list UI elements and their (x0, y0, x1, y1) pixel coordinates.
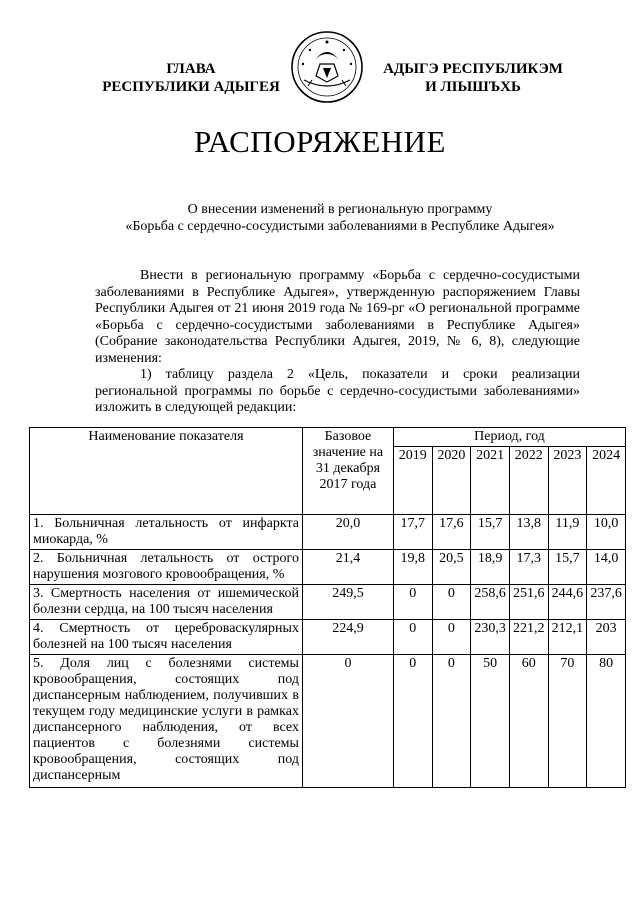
row-value: 237,6 (587, 585, 626, 620)
row-base: 224,9 (302, 620, 393, 655)
row-value: 251,6 (509, 585, 548, 620)
column-header-name: Наименование показателя (30, 428, 303, 515)
year-header: 2024 (587, 447, 626, 515)
row-value: 20,5 (432, 550, 471, 585)
table-row (30, 585, 626, 620)
year-header: 2021 (471, 447, 510, 515)
row-value: 0 (393, 655, 432, 788)
row-value: 60 (509, 655, 548, 788)
row-value: 18,9 (471, 550, 510, 585)
row-value: 17,6 (432, 515, 471, 550)
subject-line1: О внесении изменений в региональную программу (187, 202, 493, 217)
row-base: 20,0 (302, 515, 393, 550)
row-value: 230,3 (471, 620, 510, 655)
subject-line2: «Борьба с сердечно-сосудистыми заболеваниями в Республике Адыгея» (125, 219, 555, 234)
table-row (30, 655, 626, 788)
row-value: 14,0 (587, 550, 626, 585)
document-title: РАСПОРЯЖЕНИЕ (194, 124, 446, 159)
row-value: 13,8 (509, 515, 548, 550)
row-value: 50 (471, 655, 510, 788)
header-right (378, 60, 568, 96)
row-value: 15,7 (548, 550, 587, 585)
row-value: 80 (587, 655, 626, 788)
row-value: 17,7 (393, 515, 432, 550)
header-left-line1: ГЛАВА (166, 61, 216, 77)
row-base: 21,4 (302, 550, 393, 585)
year-header: 2023 (548, 447, 587, 515)
year-header: 2019 (393, 447, 432, 515)
row-base: 249,5 (302, 585, 393, 620)
row-value: 0 (432, 655, 471, 788)
row-value: 244,6 (548, 585, 587, 620)
row-value: 15,7 (471, 515, 510, 550)
row-value: 19,8 (393, 550, 432, 585)
row-value: 203 (587, 620, 626, 655)
row-value: 0 (393, 585, 432, 620)
row-value: 0 (432, 585, 471, 620)
row-name: 4. Смертность от цереброваскулярных болезней на 100 тысяч населения (30, 620, 303, 655)
header-left-line2: РЕСПУБЛИКИ АДЫГЕЯ (102, 79, 280, 95)
row-value: 221,2 (509, 620, 548, 655)
row-name: 3. Смертность населения от ишемической болезни сердца, на 100 тысяч населения (30, 585, 303, 620)
body-paragraph-2: 1) таблицу раздела 2 «Цель, показатели и сроки реализации региональной программы по борьбе с сердечно-сосудистыми заболеваниями» изложить в следующей редакции: (95, 367, 580, 415)
row-value: 11,9 (548, 515, 587, 550)
header-right-line2: И ЛІЫШЪХЬ (425, 79, 521, 95)
row-value: 17,3 (509, 550, 548, 585)
row-value: 0 (393, 620, 432, 655)
row-value: 212,1 (548, 620, 587, 655)
header-left (96, 60, 286, 96)
year-header: 2020 (432, 447, 471, 515)
table-row (30, 550, 626, 585)
row-name: 1. Больничная летальность от инфаркта миокарда, % (30, 515, 303, 550)
indicators-table (29, 427, 626, 788)
table-row (30, 515, 626, 550)
row-name: 2. Больничная летальность от острого нарушения мозгового кровообращения, % (30, 550, 303, 585)
row-name: 5. Доля лиц с болезнями системы кровообращения, состоящих под диспансерным наблюдением, получивших в текущем году медицинские услуги в рамках диспансерного наблюдения, от всех пациентов с болезнями системы кровообращения, состоящих под диспансерным (30, 655, 303, 788)
row-base: 0 (302, 655, 393, 788)
row-value: 10,0 (587, 515, 626, 550)
table-row (30, 620, 626, 655)
coat-of-arms-emblem (290, 30, 364, 104)
column-header-base: Базовое значение на 31 декабря 2017 года (302, 428, 393, 515)
row-value: 70 (548, 655, 587, 788)
body-paragraph-1: Внести в региональную программу «Борьба с сердечно-сосудистыми заболеваниями в Республике Адыгея», утвержденную распоряжением Главы Республики Адыгея от 21 июня 2019 года № 169-рг «О региональной программе «Борьба с сердечно-сосудистыми заболеваниями в Республике Адыгея» (Собрание законодательства Республики Адыгея, 2019, № 6, 8), следующие изменения: (95, 268, 580, 366)
year-header: 2022 (509, 447, 548, 515)
column-header-period: Период, год (393, 428, 625, 447)
document-body (95, 268, 580, 417)
header-right-line1: АДЫГЭ РЕСПУБЛИКЭМ (383, 61, 563, 77)
document-subject (60, 201, 620, 235)
row-value: 0 (432, 620, 471, 655)
row-value: 258,6 (471, 585, 510, 620)
